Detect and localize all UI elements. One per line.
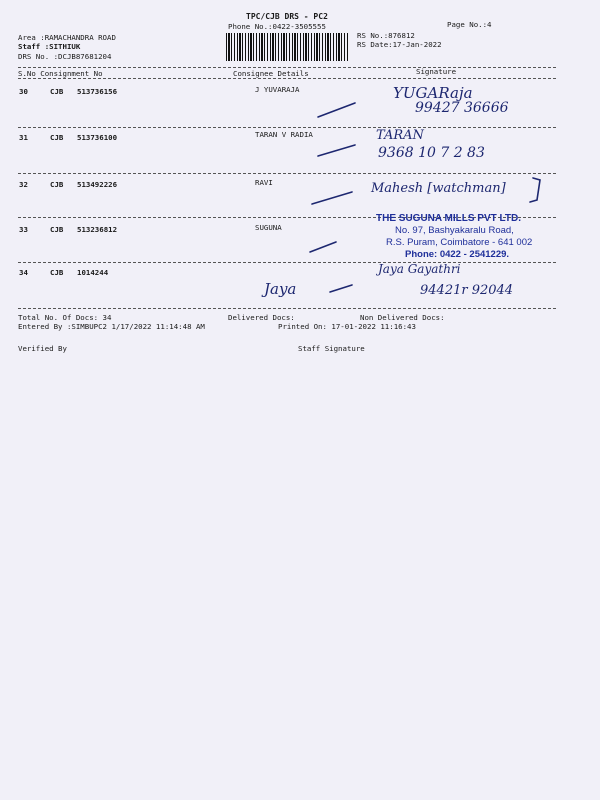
verified-by: Verified By xyxy=(18,344,67,353)
staff-signature: Staff Signature xyxy=(298,344,365,353)
handwriting-row34-left: Jaya xyxy=(264,280,297,298)
row-consignee: RAVI xyxy=(255,178,273,187)
stamp-company-name: THE SUGUNA MILLS PVT LTD. xyxy=(376,213,521,224)
row-sno: 32 xyxy=(19,180,28,189)
row-prefix: CJB xyxy=(50,225,64,234)
handwriting-row30-name: YUGARaja xyxy=(393,84,473,102)
handwriting-row31-name: TARAN xyxy=(376,128,424,143)
column-sno-consignment: S.No Consignment No xyxy=(18,69,103,78)
row-prefix: CJB xyxy=(50,133,64,142)
row-prefix: CJB xyxy=(50,87,64,96)
row-sno: 30 xyxy=(19,87,28,96)
page-number: Page No.:4 xyxy=(447,20,492,29)
rs-number: RS No.:876812 xyxy=(357,31,415,40)
row-sno: 33 xyxy=(19,225,28,234)
row-consignment-no: 513736100 xyxy=(77,133,118,142)
staff-label: Staff :SITHIUK xyxy=(18,42,81,51)
row-consignee: J YUVARAJA xyxy=(255,85,300,94)
row-prefix: CJB xyxy=(50,268,64,277)
drs-number: DRS No. :DCJB87681204 xyxy=(18,52,112,61)
row-consignee: TARAN V RADIA xyxy=(255,130,313,139)
row-prefix: CJB xyxy=(50,180,64,189)
column-consignee: Consignee Details xyxy=(233,69,309,78)
handwriting-row31-phone: 9368 10 7 2 83 xyxy=(378,145,485,161)
row-sno: 31 xyxy=(19,133,28,142)
row-consignment-no: 513492226 xyxy=(77,180,118,189)
printed-on: Printed On: 17-01-2022 11:16:43 xyxy=(278,322,416,331)
stamp-address-line2: R.S. Puram, Coimbatore - 641 002 xyxy=(386,237,533,248)
stamp-phone: Phone: 0422 - 2541229. xyxy=(405,249,510,260)
signature-bracket xyxy=(530,178,540,202)
rs-date: RS Date:17-Jan-2022 xyxy=(357,40,442,49)
handwriting-row30-phone: 99427 36666 xyxy=(415,100,509,116)
delivered-docs: Delivered Docs: xyxy=(228,313,295,322)
pen-tick xyxy=(318,103,355,117)
column-signature: Signature xyxy=(416,67,457,76)
pen-tick xyxy=(330,285,352,292)
row-consignment-no: 1014244 xyxy=(77,268,109,277)
pen-tick xyxy=(318,145,355,156)
area-label: Area :RAMACHANDRA ROAD xyxy=(18,33,116,42)
non-delivered-docs: Non Delivered Docs: xyxy=(360,313,445,322)
total-docs: Total No. Of Docs: 34 xyxy=(18,313,112,322)
entered-by: Entered By :SIMBUPC2 1/17/2022 11:14:48 AM xyxy=(18,322,205,331)
drs-title: TPC/CJB DRS - PC2 xyxy=(246,12,328,21)
stamp-address-line1: No. 97, Bashyakaralu Road, xyxy=(395,225,514,236)
handwriting-row32-name: Mahesh [watchman] xyxy=(371,181,506,196)
handwriting-row34-name: Jaya Gayathri xyxy=(378,262,461,276)
row-consignee: SUGUNA xyxy=(255,223,282,232)
handwriting-row34-phone: 94421r 92044 xyxy=(420,283,514,298)
row-consignment-no: 513236812 xyxy=(77,225,118,234)
phone-number: Phone No.:0422-3505555 xyxy=(228,22,326,31)
row-consignment-no: 513736156 xyxy=(77,87,118,96)
pen-tick xyxy=(310,242,336,252)
row-sno: 34 xyxy=(19,268,28,277)
pen-tick xyxy=(312,192,352,204)
